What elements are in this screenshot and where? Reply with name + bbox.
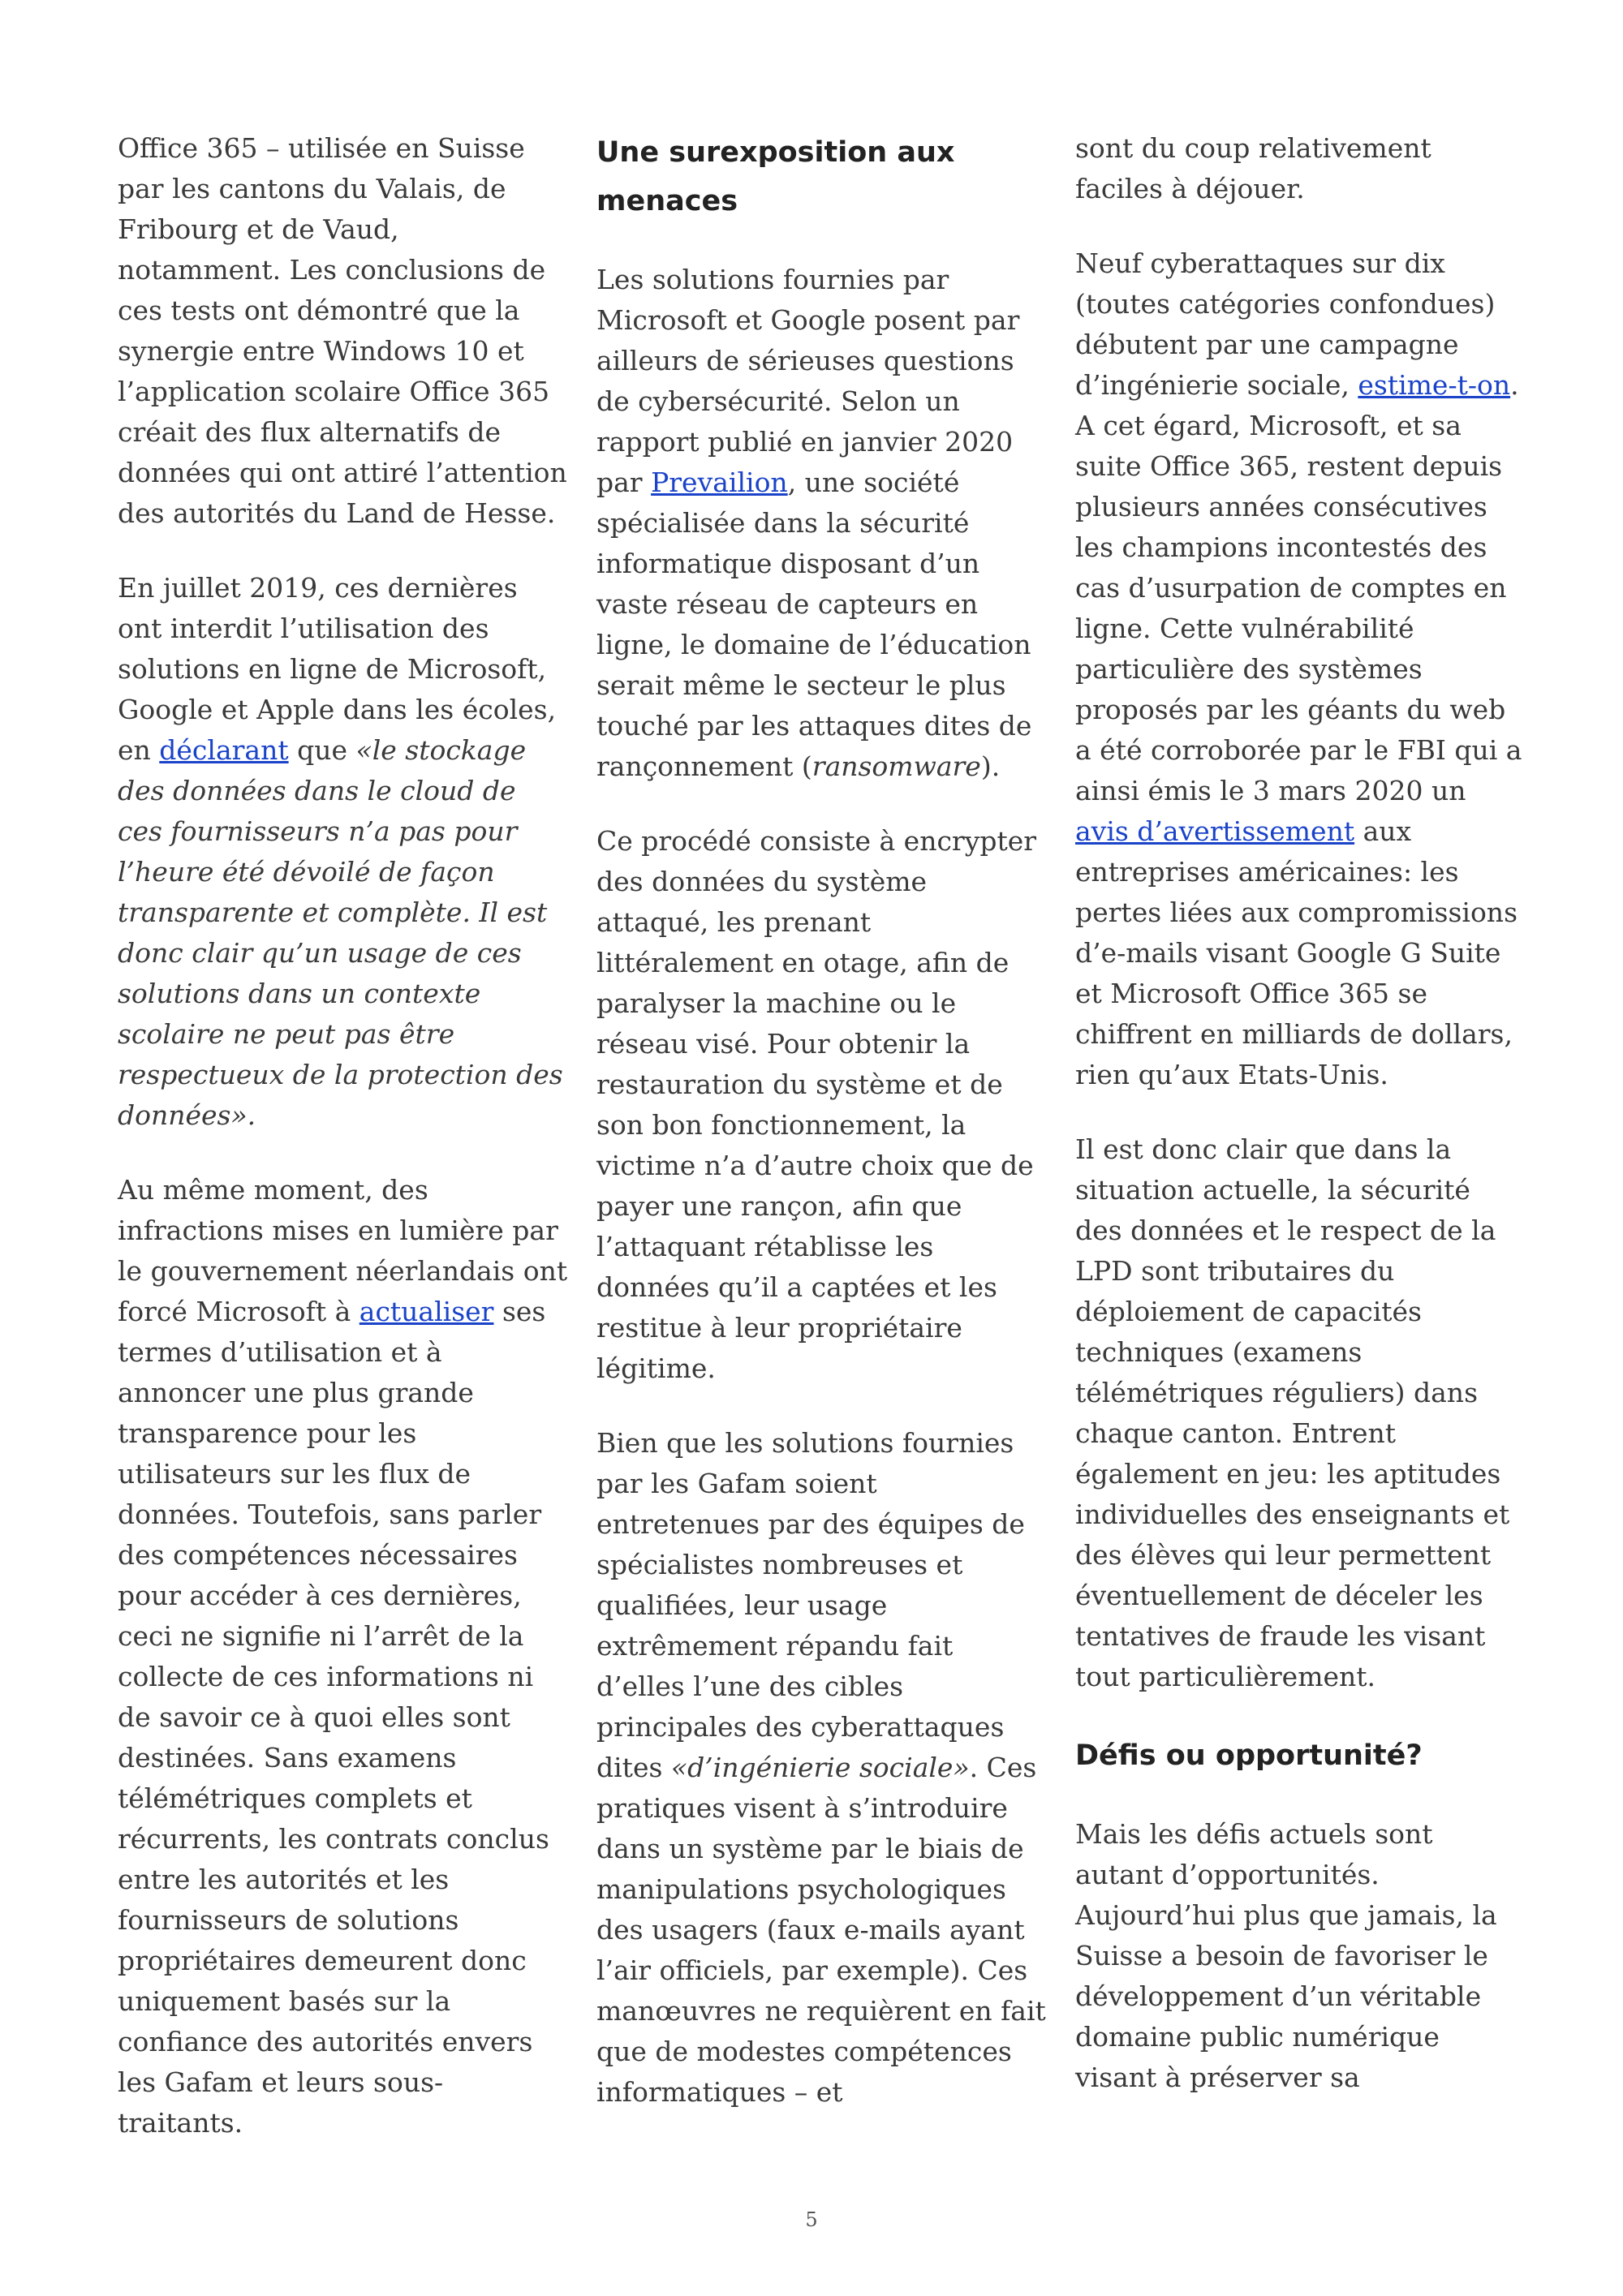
paragraph: sont du coup relativement faciles à déjouer.: [1075, 132, 1431, 204]
link-estime-t-on[interactable]: estime-t-on: [1358, 369, 1511, 401]
paragraph: Les solutions fournies par Microsoft et Google posent par ailleurs de sérieuses questions de cybersécurité. Selon un rapport publié en janvier 2020 par Prevailion, une société spécialisée dans la sécurité informatique disposant d’un vaste réseau de capteurs en ligne, le domaine de l’éducation serait même le secteur le plus touché par les attaques dites de rançonnement (ransomware).: [596, 264, 1032, 782]
section-heading: Une surexposition aux menaces: [596, 136, 955, 217]
link-prevailion[interactable]: Prevailion: [651, 467, 788, 498]
link-declarant[interactable]: déclarant: [159, 734, 289, 766]
column-1: [118, 128, 568, 2178]
quote: «le stockage des données dans le cloud de ces fournisseurs n’a pas pour l’heure été dévoilé de façon transparente et complète. Il est donc clair qu’un usage de ces solutions dans un contexte scolaire ne peut pas être respectueux de la protection des données».: [118, 734, 563, 1131]
page-number: 5: [805, 2208, 818, 2231]
column-2: [596, 128, 1047, 2147]
paragraph: Bien que les solutions fournies par les Gafam soient entretenues par des équipes de spécialistes nombreuses et qualifiées, leur usage extrêmement répandu fait d’elles l’une des cibles principales des cyberattaques dites «d’ingénierie sociale». Ces pratiques visent à s’introduire dans un système par le biais de manipulations psychologiques des usagers (faux e-mails ayant l’air officiels, par exemple). Ces manœuvres ne requièrent en fait que de modestes compétences informatiques – et: [596, 1427, 1046, 2108]
paragraph: Mais les défis actuels sont autant d’opportunités. Aujourd’hui plus que jamais, la Suisse a besoin de favoriser le développement d’un véritable domaine public numérique visant à préserver sa: [1075, 1818, 1497, 2093]
link-avis-avertissement[interactable]: avis d’avertissement: [1075, 815, 1355, 847]
paragraph: En juillet 2019, ces dernières ont interdit l’utilisation des solutions en ligne de Microsoft, Google et Apple dans les écoles, en déclarant que «le stockage des données dans le cloud de ces fournisseurs n’a pas pour l’heure été dévoilé de façon transparente et complète. Il est donc clair qu’un usage de ces solutions dans un contexte scolaire ne peut pas être respectueux de la protection des données».: [118, 572, 563, 1131]
paragraph: Il est donc clair que dans la situation actuelle, la sécurité des données et le respect de la LPD sont tributaires du déploiement de capacités techniques (examens télémétriques réguliers) dans chaque canton. Entrent également en jeu: les aptitudes individuelles des enseignants et des élèves qui leur permettent éventuellement de déceler les tentatives de fraude les visant tout particulièrement.: [1075, 1133, 1510, 1692]
paragraph: Neuf cyberattaques sur dix (toutes catégories confondues) débutent par une campagne d’ingénierie sociale, estime-t-on. A cet égard, Microsoft, et sa suite Office 365, restent depuis plusieurs années consécutives les champions incontestés des cas d’usurpation de comptes en ligne. Cette vulnérabilité particulière des systèmes proposés par les géants du web a été corroborée par le FBI qui a ainsi émis le 3 mars 2020 un avis d’avertissement aux entreprises américaines: les pertes liées aux compromissions d’e-mails visant Google G Suite et Microsoft Office 365 se chiffrent en milliards de dollars, rien qu’aux Etats-Unis.: [1075, 247, 1522, 1090]
paragraph: Ce procédé consiste à encrypter des données du système attaqué, les prenant littéralement en otage, afin de paralyser la machine ou le réseau visé. Pour obtenir la restauration du système et de son bon fonctionnement, la victime n’a d’autre choix que de payer une rançon, afin que l’attaquant rétablisse les données qu’il a captées et les restitue à leur propriétaire légitime.: [596, 825, 1037, 1384]
paragraph: Au même moment, des infractions mises en lumière par le gouvernement néerlandais ont forcé Microsoft à actualiser ses termes d’utilisation et à annoncer une plus grande transparence pour les utilisateurs sur les flux de données. Toutefois, sans parler des compétences nécessaires pour accéder à ces dernières, ceci ne signifie ni l’arrêt de la collecte de ces informations ni de savoir ce à quoi elles sont destinées. Sans examens télémétriques complets et récurrents, les contrats conclus entre les autorités et les fournisseurs de solutions propriétaires demeurent donc uniquement basés sur la confiance des autorités envers les Gafam et leurs sous-traitants.: [118, 1174, 568, 2139]
paragraph: Office 365 – utilisée en Suisse par les cantons du Valais, de Fribourg et de Vaud, notamment. Les conclusions de ces tests ont démontré que la synergie entre Windows 10 et l’application scolaire Office 365 créait des flux alternatifs de données qui ont attiré l’attention des autorités du Land de Hesse.: [118, 132, 567, 529]
column-3: [1075, 128, 1526, 2132]
link-actualiser[interactable]: actualiser: [359, 1296, 494, 1327]
section-heading: Défis ou opportunité?: [1075, 1739, 1423, 1772]
